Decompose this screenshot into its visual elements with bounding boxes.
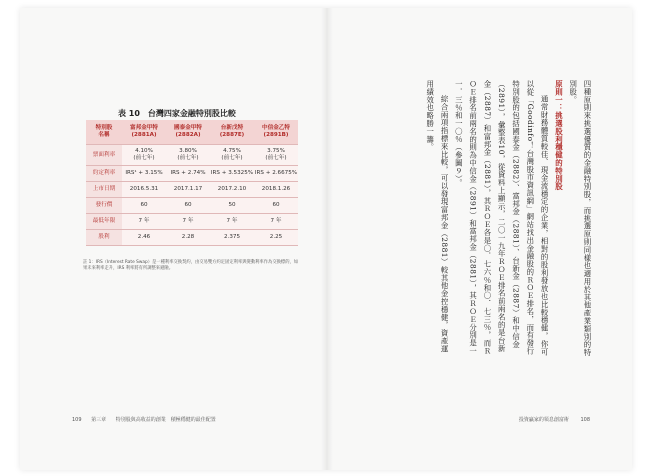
table-cell: 2018.1.26 [254,182,298,198]
table-cell: 60 [122,198,166,214]
right-page [326,8,632,470]
table-cell: 2.375 [210,230,254,246]
table-row [86,214,298,230]
table-cell: 7 年 [166,214,210,230]
table-cell: 3.80% (前七年) [166,145,210,166]
column-header-2887e: 台新戊特 (2887E) [210,120,254,145]
book-spread [20,8,632,470]
section-heading: 原則一：挑選股利穩健的特別股 [554,80,564,191]
table-corner-header: 特別股 名稱 [86,120,122,145]
left-page-footer [72,416,216,423]
body-paragraph: 通常財務體質較佳、現金流穩定的企業，相對的股利發放也比較穩健，你可以從「Goodinfo！台灣股市資訊網」網站找出金融股的ＲＯＥ排名，而有發行特別股的包括國泰金（2882）、富邦金（2881）、台新金（2887）和中信金（2891），彙整表10，從資料上顯示，二〇一九年ＲＯＥ排名前兩名的是台新金（2887）和富邦金（2881），其ＲＯＥ各是〇．七六％和〇．七三％，而ＲＯＥ排名前兩名的則為中信金（2891）和富邦金（2881），其ＲＯＥ分別是一一．三％和一〇％（參圖９）。 [454,80,550,356]
table-cell: 60 [254,198,298,214]
table-row [86,198,298,214]
table-cell: 7 年 [210,214,254,230]
row-header: 上市日期 [86,182,122,198]
left-page [20,8,326,470]
table-cell: IRS + 3.5325% [210,166,254,182]
chapter-label: 第三章 [91,417,107,423]
chapter-title: 特別股與高收益的創業 積極穩健的最佳配置 [115,417,216,423]
row-header: 最低年限 [86,214,122,230]
vertical-body-text [342,80,594,360]
table-footnote: 註 1：IRS（Interest Rate Swap）是一種利率交換契約，由交易雙方約定固定利率與變動利率作為交換標的，如果未來利率走升，IRS 利率將有所調整來避險。 [83,260,299,271]
right-page-footer [519,416,590,423]
table-cell: 7 年 [122,214,166,230]
table-cell: 2.46 [122,230,166,246]
table-title: 表 10 台灣四家金融特別股比較 [118,109,236,118]
row-header: 票面利率 [86,145,122,166]
table-cell: 3.75% (前七年) [254,145,298,166]
table-cell: 7 年 [254,214,298,230]
column-header-2882a: 國泰金甲特 (2882A) [166,120,210,145]
table-cell: 2017.1.17 [166,182,210,198]
special-stock-comparison-table [86,120,298,246]
table-cell: 2016.5.31 [122,182,166,198]
column-header-2881a: 富邦金甲特 (2881A) [122,120,166,145]
table-cell: IRS + 2.74% [166,166,210,182]
body-paragraph: 四種原則來挑選優質的金融特別股，而挑選原則同樣也適用於其他產業類別的特別股。 [568,80,592,357]
running-header-title: 投資贏家的領息創富術 [518,417,569,423]
table-row [86,230,298,246]
table-cell: 60 [166,198,210,214]
table-cell: 50 [210,198,254,214]
page-number: 108 [580,417,590,423]
table-row [86,166,298,182]
body-paragraph: 綜合兩項指標來比較，可以發現富邦金（2881）較其他金控穩健，資產運用績效也略勝一籌。 [425,80,450,353]
table-header-row [86,120,298,145]
row-header: 股利 [86,230,122,246]
row-header: 約定利率 [86,166,122,182]
table-cell: 2.28 [166,230,210,246]
table-cell: IRS¹ + 3.15% [122,166,166,182]
table-cell: IRS + 2.6675% [254,166,298,182]
table-cell: 2017.2.10 [210,182,254,198]
page-number: 109 [72,417,82,423]
table-row [86,145,298,166]
column-header-2891b: 中信金乙特 (2891B) [254,120,298,145]
table-cell: 4.10% (前七年) [122,145,166,166]
table-cell: 4.75% (前七年) [210,145,254,166]
row-header: 發行價 [86,198,122,214]
table-cell: 2.25 [254,230,298,246]
table-row [86,182,298,198]
